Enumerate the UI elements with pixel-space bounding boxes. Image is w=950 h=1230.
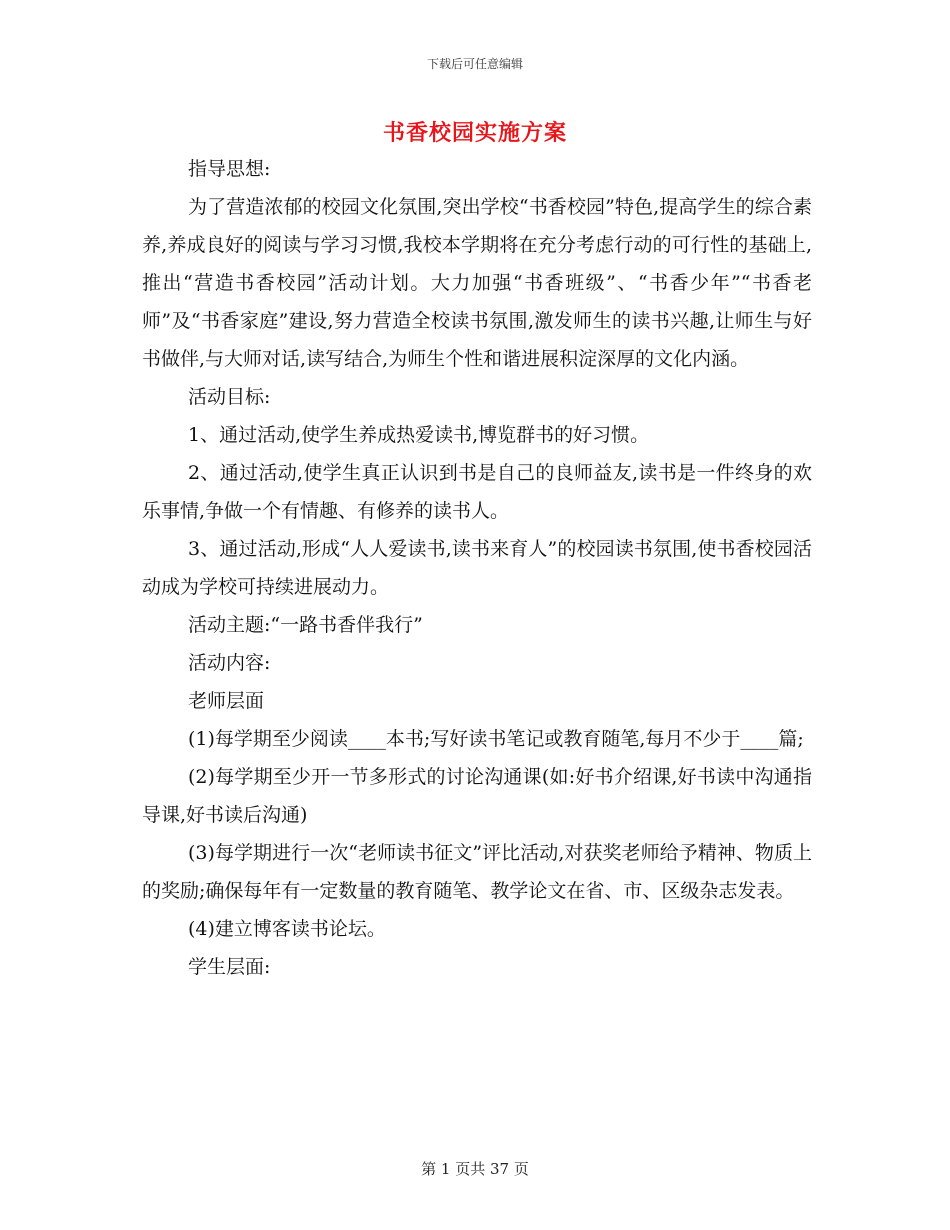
teacher-item-1: (1)每学期至少阅读____本书;写好读书笔记或教育随笔,每月不少于____篇; [188, 728, 804, 750]
activity-theme: 活动主题:“一路书香伴我行” [188, 614, 423, 636]
teacher-item-2: (2)每学期至少开一节多形式的讨论沟通课(如:好书介绍课,好书读中沟通指导课,好书读后沟通) [142, 766, 812, 826]
guiding-label: 指导思想: [188, 158, 271, 180]
student-level-label: 学生层面: [188, 956, 271, 978]
goal-2: 2、通过活动,使学生真正认识到书是自己的良师益友,读书是一件终身的欢乐事情,争做一个有情趣、有修养的读书人。 [142, 462, 812, 522]
document-body [142, 150, 812, 986]
goals-label: 活动目标: [188, 386, 271, 408]
goal-1: 1、通过活动,使学生养成热爱读书,博览群书的好习惯。 [188, 424, 650, 446]
teacher-item-3: (3)每学期进行一次“老师读书征文”评比活动,对获奖老师给予精神、物质上的奖励;确保每年有一定数量的教育随笔、教学论文在省、市、区级杂志发表。 [142, 842, 812, 902]
content-label: 活动内容: [188, 652, 271, 674]
page-header: 下载后可任意编辑 [426, 57, 523, 71]
goal-3: 3、通过活动,形成“人人爱读书,读书来育人”的校园读书氛围,使书香校园活动成为学校可持续进展动力。 [142, 538, 812, 598]
page-footer: 第 1 页共 37 页 [421, 1160, 529, 1178]
guiding-paragraph: 为了营造浓郁的校园文化氛围,突出学校“书香校园”特色,提高学生的综合素养,养成良好的阅读与学习习惯,我校本学期将在充分考虑行动的可行性的基础上,推出“营造书香校园”活动计划。大力加强“书香班级”、“书香少年”“书香老师”及“书香家庭”建设,努力营造全校读书氛围,激发师生的读书兴趣,让师生与好书做伴,与大师对话,读写结合,为师生个性和谐进展积淀深厚的文化内涵。 [142, 196, 812, 370]
document-title: 书香校园实施方案 [382, 120, 567, 146]
teacher-level-label: 老师层面 [188, 690, 265, 712]
teacher-item-4: (4)建立博客读书论坛。 [188, 918, 386, 940]
